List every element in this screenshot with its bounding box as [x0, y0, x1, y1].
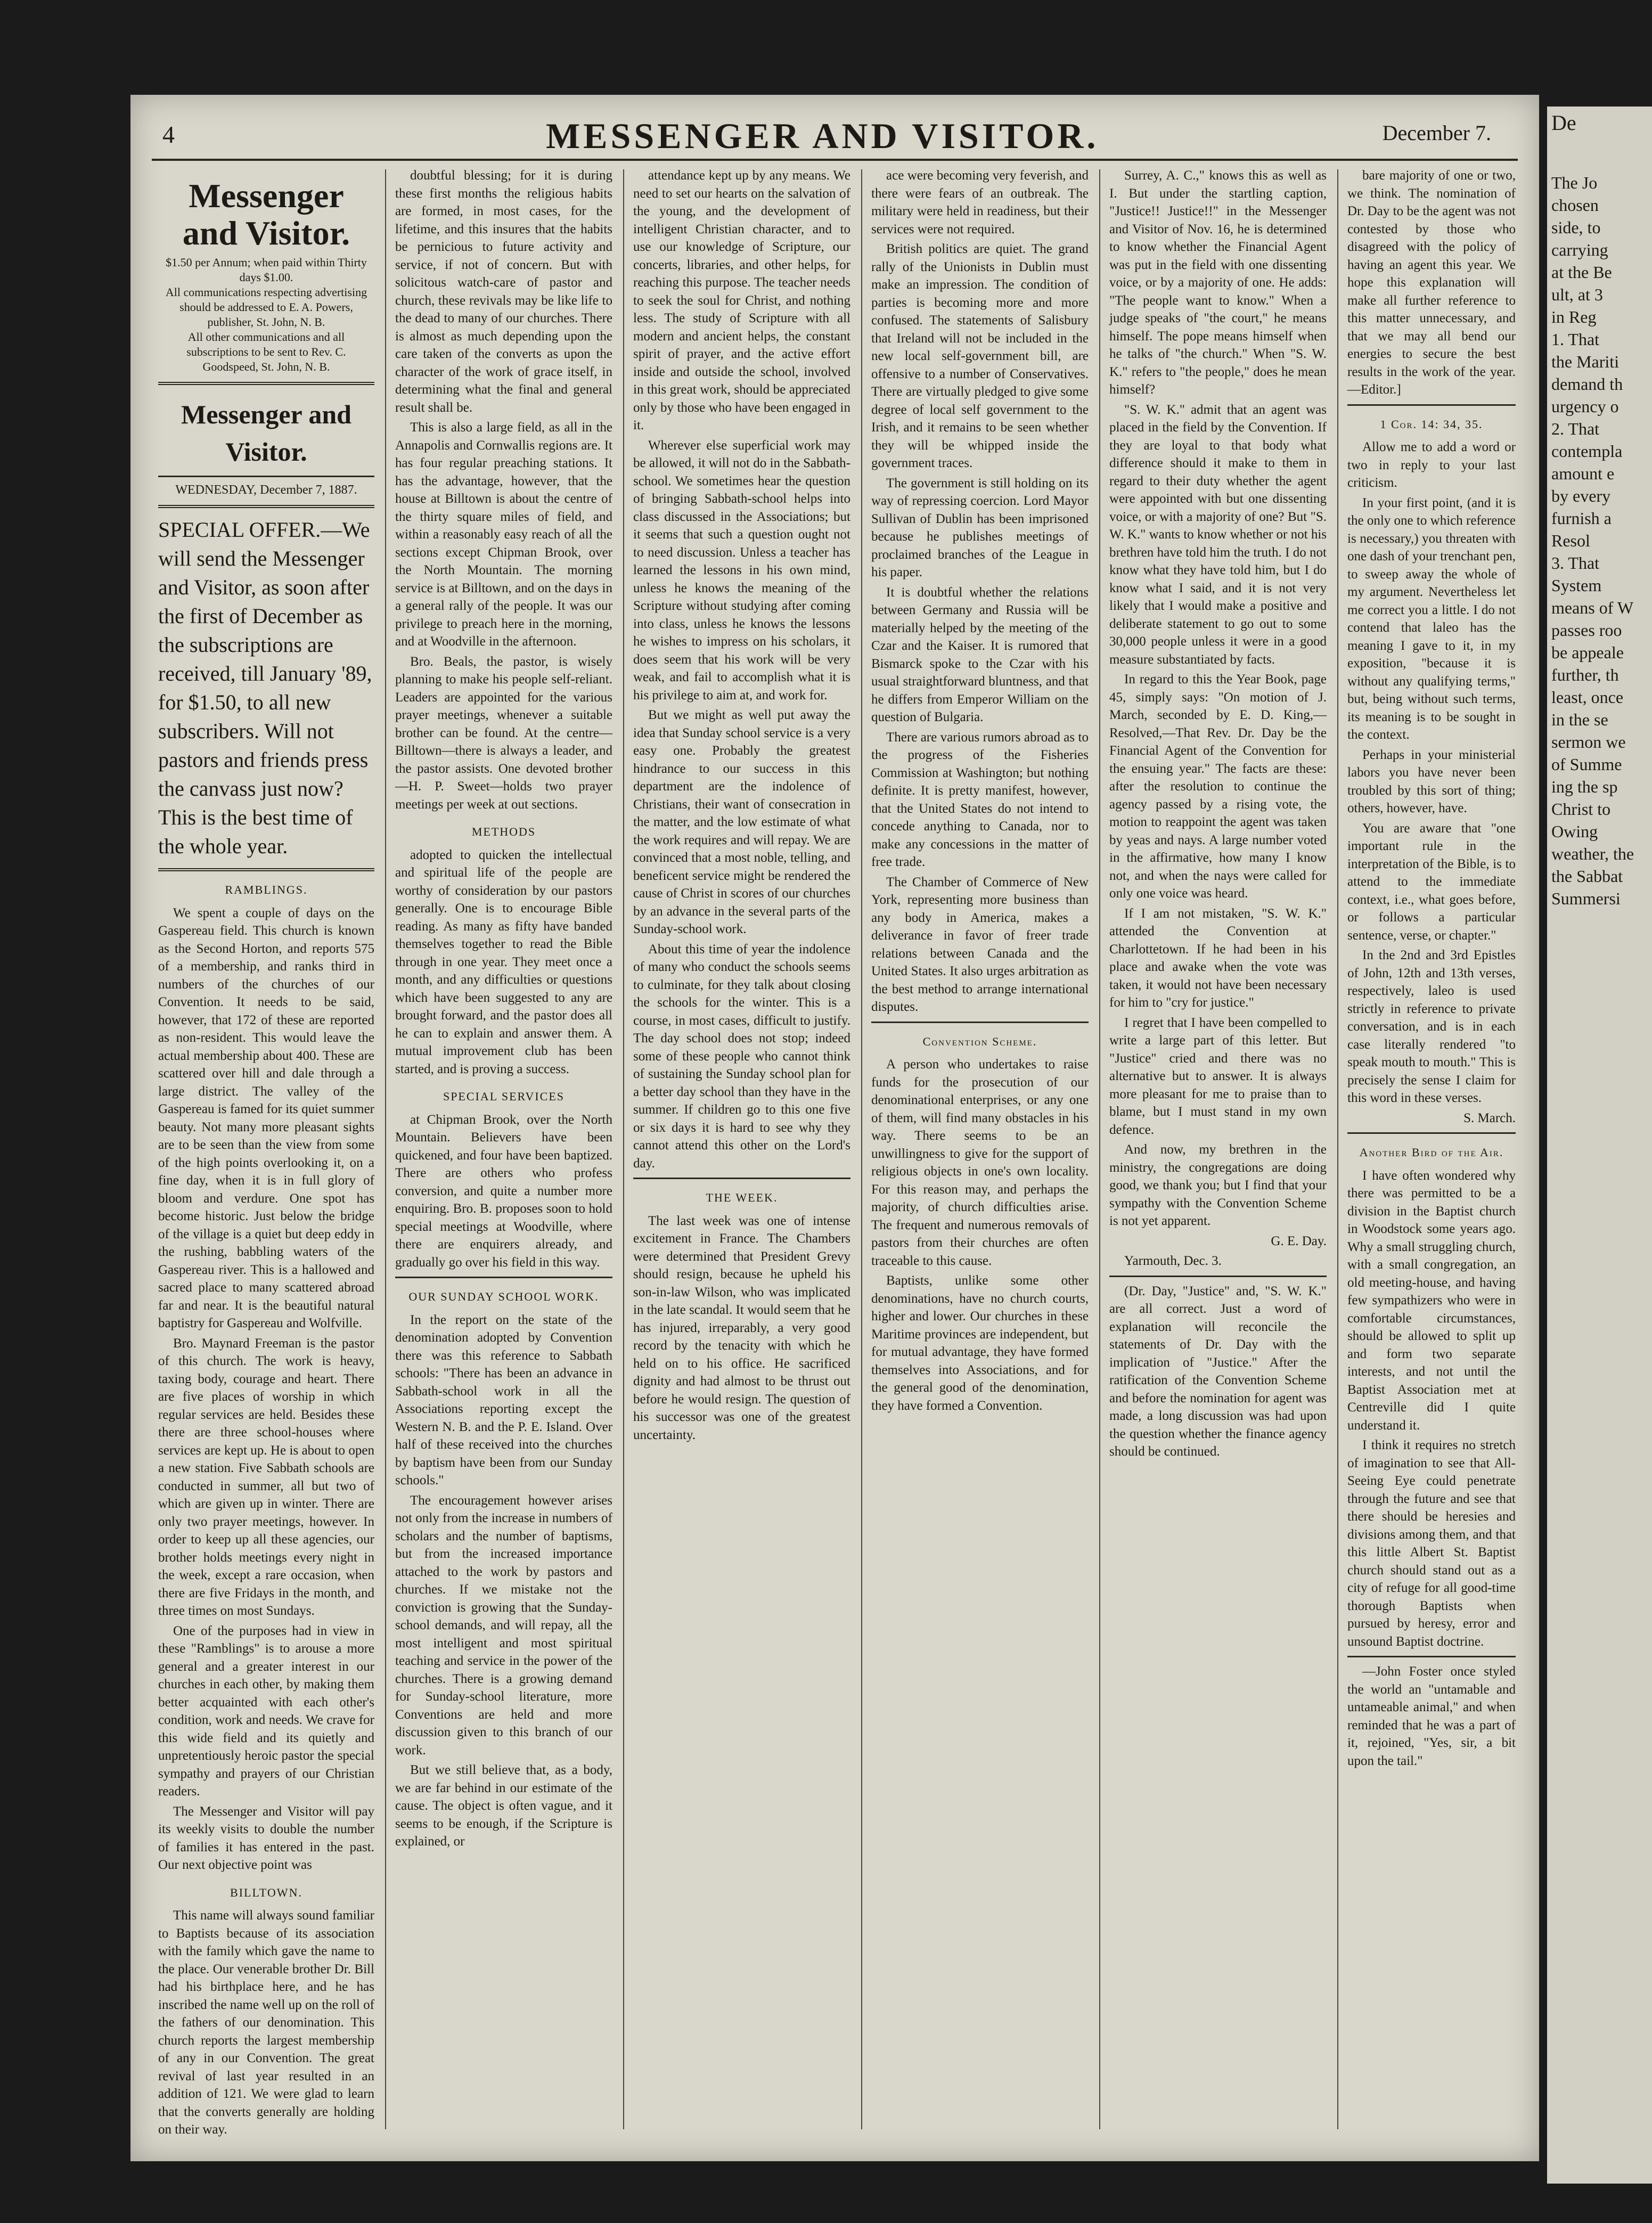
- article-paragraph: In the 2nd and 3rd Epistles of John, 12th and 13th verses, respectively, laleo is used strictly in reference to private conversation, and is in each case literally rendered "to speak mouth to mouth." This is precisely the sense I claim for this word in these verses.: [1347, 948, 1516, 1105]
- divider: [158, 505, 374, 508]
- article-paragraph: Bro. Maynard Freeman is the pastor of this church. The work is heavy, taxing body, courage and heart. There are five places of worship in which regular services are held. Besides these there are three school-houses where services are kept up. He is about to open a new station. Five Sabbath schools are conducted in summer, all but two of which are given up in winter. There are only two prayer meetings, however. In order to keep up all these agencies, our brother holds meetings every night in the week, except a rare occasion, when there are five Fridays in the month, and three times on most Sundays.: [158, 1336, 374, 1618]
- column-rule: [1099, 169, 1100, 2129]
- adjacent-page-line: in Reg: [1551, 307, 1597, 326]
- article-paragraph: We spent a couple of days on the Gaspereau field. This church is known as the Second Horton, and reports 575 of a membership, and ranks third in numbers of the churches of our Convention. It needs to be said, however, that 172 of these are reported as non-resident. This would leave the actual membership about 400. These are scattered over hill and dale through a large district. The valley of the Gaspereau is famed for its quiet summer beauty. Not many more pleasant sights are to be seen than the view from some of the high points overlooking it, on a fine day, when it is in full glory of bloom and verdure. One spot has become historic. Just below the bridge of the village is a quiet but deep eddy in the rushing, babbling waters of the Gaspereau river. This is a hallowed and sacred place to many scattered abroad far and near. It is the beautiful natural baptistry for Gaspereau and Wolfville.: [158, 905, 374, 1330]
- article-paragraph: The last week was one of intense excitement in France. The Chambers were determined that President Grevy should resign, because he upheld his son-in-law Wilson, who was implicated in the late scandal. It would seem that he has injured, irreparably, a very good record by the tenacity with which he held on to his office. He sacrificed dignity and had almost to be thrust out before he would resign. The question of his successor was one of the greatest uncertainty.: [633, 1213, 850, 1442]
- article-paragraph: Perhaps in your ministerial labors you have never been troubled by this sort of thing; others, however, have.: [1347, 747, 1516, 815]
- article-paragraph: This is also a large field, as all in the Annapolis and Cornwallis regions are. It has four regular preaching stations. It has the advantage, however, that the house at Billtown is about the centre of the thirty square miles of field, and within a reasonably easy reach of all the sections except Chipman Brook, over the North Mountain. The morning service is at Billtown, and on the days in a general rally of the people. It was our privilege to preach here in the morning, and at Woodville in the afternoon.: [395, 420, 612, 649]
- article-paragraph: I have often wondered why there was permitted to be a division in the Baptist church in Woodstock some years ago. Why a small struggling church, with a small congregation, an old meeting-house, and having few sympathizers who were in comfortable circumstances, should be allowed to split up and form two separate interests, and not until the Baptist Association met at Centreville did I quite understand it.: [1347, 1168, 1516, 1433]
- section-heading-convention-scheme: Convention Scheme.: [922, 1034, 1037, 1048]
- newspaper-title: MESSENGER AND VISITOR.: [546, 116, 1099, 156]
- article-paragraph: I regret that I have been compelled to write a large part of this letter. But "Justice" cried and there was no alternative but to answer. It is always more pleasant for me to praise than to blame, but I must stand in my own defence.: [1109, 1015, 1327, 1137]
- adjacent-page-line: 1. That: [1551, 330, 1600, 349]
- article-paragraph: But we still believe that, as a body, we are far behind in our estimate of the cause. The object is often vague, and it seems to be enough, if the Scripture is explained, or: [395, 1763, 612, 1849]
- article-paragraph: In the report on the state of the denomination adopted by Convention there was this reference to Sabbath schools: "There has been an advance in Sabbath-school work in all the Associations reporting except the Western N. B. and the P. E. Island. Over half of these received into the churches by baptism have been from our Sunday schools.": [395, 1312, 612, 1488]
- divider: [1347, 1656, 1516, 1657]
- article-paragraph: A person who undertakes to raise funds for the prosecution of our denominational enterprises, or any one of them, will find many obstacles in his way. There seems to be an unwillingness to give for the support of religious objects in one's own locality. For this reason may, and perhaps the majority, of church difficulties arise. The frequent and numerous removals of pastors from their churches are often traceable to this cause.: [871, 1057, 1089, 1268]
- adjacent-page-line: The Jo: [1551, 173, 1598, 192]
- letter-place-date: Yarmouth, Dec. 3.: [1124, 1254, 1222, 1268]
- article-paragraph: You are aware that "one important rule in the interpretation of the Bible, is to attend to the immediate context, i.e., what goes before, or follows a particular sentence, verse, or chapter.": [1347, 821, 1516, 943]
- adjacent-page-line: the Sabbat: [1551, 867, 1623, 886]
- adjacent-page-line: demand th: [1551, 374, 1623, 394]
- section-heading-corinthians: 1 Cor. 14: 34, 35.: [1380, 417, 1483, 431]
- column-rule: [1337, 169, 1338, 2129]
- article-paragraph: Bro. Beals, the pastor, is wisely planning to make his people self-reliant. Leaders are appointed for the various prayer meetings, whenever a suitable brother can be found. At the centre—Billtown—there is always a leader, and the pastor assists. One devoted brother—H. P. Sweet—holds two prayer meetings per week at out sections.: [395, 654, 612, 812]
- communications-notice: All other communications and all subscriptions to be sent to Rev. C. Goodspeed, St. John, N. B.: [186, 330, 346, 373]
- article-paragraph: One of the purposes had in view in these "Ramblings" is to arouse a more general and a greater interest in our churches in each other, by making them better acquainted with each other's condition, work and needs. We crave for this wide field and its quietly and unpretentiously heroic pastor the special sympathy and prayers of our Christian readers.: [158, 1623, 374, 1799]
- article-paragraph: If I am not mistaken, "S. W. K." attended the Convention at Charlottetown. If he had been in his place and awake when the vote was taken, it would not have been necessary for him to "cry for justice.": [1109, 906, 1327, 1010]
- adjacent-page-line: least, once: [1551, 688, 1624, 707]
- adjacent-page-line: furnish a: [1551, 509, 1612, 528]
- adjacent-page-line: Summersi: [1551, 889, 1621, 908]
- article-paragraph: at Chipman Brook, over the North Mountain. Believers have been quickened, and four have been baptized. There are others who profess conversion, and quite a number more enquiring. Bro. B. proposes soon to hold special meetings at Woodville, where there are enquirers already, and gradually go over his field in this way.: [395, 1112, 612, 1270]
- adjacent-page-line: contempla: [1551, 442, 1623, 461]
- article-paragraph: This name will always sound familiar to Baptists because of its association with the family which gave the name to the place. Our venerable brother Dr. Bill had his birthplace here, and he has inscribed the name well up on the roll of the fathers of our denomination. This church reports the largest membership of any in our Convention. The great revival of last year resulted in an addition of 121. We were glad to learn that the converts generally are holding on their way.: [158, 1908, 374, 2137]
- divider: [1347, 1132, 1516, 1134]
- adjacent-page-line: Resol: [1551, 531, 1590, 550]
- adjacent-page-line: ing the sp: [1551, 777, 1618, 796]
- masthead: Messenger and Visitor.: [182, 177, 350, 252]
- section-heading-special-services: SPECIAL SERVICES: [443, 1090, 565, 1103]
- article-paragraph: Wherever else superficial work may be allowed, it will not do in the Sabbath-school. We sometimes hear the question of bringing Sabbath-school helps into class discussed in the Associations; but it seems that such a question ought not to need discussion. Unless a teacher has learned the lessons in his own mind, unless he knows the meaning of the Scripture without studying after coming into class, unless he knows the lessons he wishes to impress on his scholars, it does seem that his work will be very weak, and fail to accomplish what it is his privilege to aim at, and work for.: [633, 438, 850, 702]
- article-paragraph: The Chamber of Commerce of New York, representing more business than any body in America, makes a deliverance in favor of freer trade relations between Canada and the United States. It also urges arbitration as the best method to arrange international disputes.: [871, 875, 1089, 1014]
- article-paragraph: About this time of year the indolence of many who conduct the schools seems to culminate, for they talk about closing the schools for the winter. This is a course, in most cases, difficult to justify. The day school does not stop; indeed some of these people who cannot think of sustaining the Sunday school plan for a better day school than they have in the summer. If children go to this one five or six days it is hard to see why they cannot attend this other on the Lord's day.: [633, 942, 850, 1171]
- article-paragraph: "S. W. K." admit that an agent was placed in the field by the Convention. If they are loyal to that body what difference should it make to them in regard to their duty whether the agent were appointed with but one dissenting voice, or with a majority of one? But "S. W. K." wants to know whether or not his brethren have told him the truth. I do not know what they have told him, but I do know what I said, and it is not very likely that I would make a positive and deliberate statement to go out to some 30,000 people unless it were in a good measure substantiated by facts.: [1109, 402, 1327, 667]
- article-paragraph: adopted to quicken the intellectual and spiritual life of the people are worthy of consideration by our pastors generally. One is to encourage Bible reading. As many as fifty have banded themselves together to read the Bible through in one year. They meet once a month, and any difficulties or questions which have been suggested to any are brought forward, and the pastor does all he can to explain and answer them. A mutual improvement club has been started, and is proving a success.: [395, 847, 612, 1076]
- adjacent-page-line: urgency o: [1551, 397, 1619, 416]
- divider: [871, 1021, 1089, 1023]
- page-number: 4: [162, 121, 175, 148]
- divider: [1347, 404, 1516, 406]
- adjacent-page-line: of Summe: [1551, 755, 1622, 774]
- article-paragraph: doubtful blessing; for it is during these first months the religious habits are formed, in most cases, for the lifetime, and this insures that the habits be pernicious to future activity and service, if not of concern. But with solicitous watch-care of pastor and church, these revivals may be like life to the dead to many of our churches. There is almost as much depending upon the care taken of the converts as upon the character of the work of grace itself, in determining what the final and general result shall be.: [395, 168, 612, 415]
- article-paragraph: In regard to this the Year Book, page 45, simply says: "On motion of J. March, seconded by E. D. King,—Resolved,—That Rev. Dr. Day be the Financial Agent of the Convention for the ensuing year." The facts are these: after the resolution to continue the agency passed by a rising vote, the motion to reappoint the agent was taken by yeas and nays. A large number voted in the affirmative, how many I know not, and when the nays were called for only one voice was heard.: [1109, 672, 1327, 901]
- adjacent-page-line: Owing: [1551, 822, 1598, 841]
- editor-note: (Dr. Day, "Justice" and, "S. W. K." are all correct. Just a word of explanation will reconcile the statements of Dr. Day with the implication of "Justice." After the ratification of the Convention Scheme and before the nomination for agent was made, a long discussion was had upon the question whether the finance agency should be continued.: [1109, 1284, 1327, 1459]
- adjacent-page-line: 2. That: [1551, 419, 1600, 438]
- article-paragraph: attendance kept up by any means. We need to set our hearts on the salvation of the young, and the development of intelligent Christian character, and to use our knowledge of Scripture, our concerts, libraries, and other helps, for reaching this purpose. The teacher needs to seek the soul for Christ, and nothing less. The study of Scripture with all modern and ancient helps, the constant spirit of prayer, and the active effort inside and outside the school, involved in this great work, should be appreciated only by those who have been engaged in it.: [633, 168, 850, 432]
- adjacent-page-line: be appeale: [1551, 643, 1624, 662]
- section-heading-sunday-school: OUR SUNDAY SCHOOL WORK.: [408, 1290, 599, 1303]
- article-paragraph: British politics are quiet. The grand rally of the Unionists in Dublin must make an impression. The condition of parties is becoming more and more confused. The statements of Salisbury that Ireland will not be included in the new local self-government bill, are offensive to a number of Conservatives. There are virtually pledged to give some degree of local self government to the Irish, and it remains to be seen whether they will be whipped inside the government traces.: [871, 242, 1089, 470]
- adjacent-page-line: carrying: [1551, 240, 1608, 259]
- adjacent-page-line: Christ to: [1551, 799, 1611, 819]
- divider: [158, 382, 374, 385]
- column-4: [865, 167, 1095, 2137]
- divider: [158, 476, 374, 477]
- dateline: WEDNESDAY, December 7, 1887.: [175, 483, 357, 497]
- column-6: [1341, 167, 1522, 2137]
- divider: [395, 1277, 612, 1278]
- subscription-terms: $1.50 per Annum; when paid within Thirty days $1.00.: [166, 256, 367, 284]
- letter-signature: G. E. Day.: [1271, 1233, 1327, 1248]
- article-paragraph: The encouragement however arises not only from the increase in numbers of scholars and the number of baptisms, but from the increased importance attached to the work by pastors and churches. If we mistake not the conviction is growing that the Sunday-school demands, and will repay, all the most intelligent and most spiritual teaching and service in the power of the churches. There is a growing demand for Sunday-school literature, more Conventions are held and more discussion given to this branch of our work.: [395, 1493, 612, 1758]
- column-5: [1103, 167, 1333, 2137]
- article-paragraph: In your first point, (and it is the only one to which reference is necessary,) you threaten with one dash of your trenchant pen, to sweep away the whole of my argument. Nevertheless let me correct you a little. I do not contend that laleo has the meaning I gave to it, in my exposition, "because it is without any qualifying terms," but, being without such terms, its meaning is to be sought in the context.: [1347, 495, 1516, 742]
- header-rule: [152, 159, 1518, 161]
- editor-note: bare majority of one or two, we think. The nomination of Dr. Day to be the agent was not contested by those who disagreed with the policy of having an agent this year. We hope this explanation will make all further reference to this matter unnecessary, and that we may all bend our energies to secure the best results in the work of the year.—Editor.]: [1347, 168, 1516, 397]
- article-paragraph: The Messenger and Visitor will pay its weekly visits to double the number of families it has entered in the past. Our next objective point was: [158, 1804, 374, 1872]
- adjacent-page-line: weather, the: [1551, 844, 1634, 863]
- column-rule: [861, 169, 862, 2129]
- adjacent-page-line: means of W: [1551, 598, 1634, 617]
- divider: [158, 868, 374, 871]
- adjacent-page-line: ult, at 3: [1551, 285, 1603, 304]
- adjacent-page-line: further, th: [1551, 665, 1619, 684]
- adjacent-page-line: at the Be: [1551, 263, 1612, 282]
- article-paragraph: I think it requires no stretch of imagination to see that All-Seeing Eye could penetrate through the future and see that there should be heresies and divisions among them, and that this little Albert St. Baptist church should stand out as a city of refuge for all good-time thorough Baptists when pursued by heresy, error and unsound Baptist doctrine.: [1347, 1438, 1516, 1649]
- adjacent-page-text: [1547, 112, 1652, 910]
- section-heading-the-week: THE WEEK.: [706, 1191, 778, 1204]
- adjacent-page-line: amount e: [1551, 464, 1615, 483]
- issue-date: December 7.: [1382, 121, 1491, 145]
- adjacent-page-line: the Mariti: [1551, 352, 1620, 371]
- adjacent-page-line: De: [1551, 111, 1576, 135]
- letter-signature: S. March.: [1463, 1110, 1516, 1125]
- article-paragraph: The government is still holding on its way of repressing coercion. Lord Mayor Sullivan of Dublin has been imprisoned because he publishes meetings of proclaimed branches of the League in his paper.: [871, 476, 1089, 579]
- article-paragraph: But we might as well put away the idea that Sunday school service is a very easy one. Probably the greatest hindrance to our success in this department are the indolence of Christians, their want of consecration in the matter, and the low estimate of what the work requires and will repay. We are convinced that a most noble, telling, and beneficent service might be rendered the cause of Christ in scores of our churches by an advance in the several parts of the Sunday-school work.: [633, 708, 850, 936]
- article-paragraph: There are various rumors abroad as to the progress of the Fisheries Commission at Washington; but nothing definite. It is pretty manifest, however, that the United States do not intend to concede anything to Canada, nor to make any concessions in the matter of free trade.: [871, 730, 1089, 869]
- newspaper-page: [130, 95, 1539, 2161]
- masthead-secondary: Messenger and Visitor.: [181, 399, 351, 467]
- adjacent-page-fragment: [1547, 107, 1652, 2184]
- adjacent-page-line: sermon we: [1551, 732, 1626, 751]
- special-offer: SPECIAL OFFER.—We will send the Messenger and Visitor, as soon after the first of December as the subscriptions are received, till January '89, for $1.50, to all new subscribers. Will not pastors and friends press the canvass just now? This is the best time of the whole year.: [158, 518, 372, 858]
- adjacent-page-line: chosen: [1551, 195, 1599, 215]
- advertising-notice: All communications respecting advertising should be addressed to E. A. Powers, publisher, St. John, N. B.: [165, 285, 367, 329]
- divider: [1109, 1276, 1327, 1277]
- column-1: [152, 167, 381, 2137]
- column-rule: [623, 169, 624, 2129]
- article-paragraph: And now, my brethren in the ministry, the congregations are doing good, we thank you; but I find that your sympathy with the Convention Scheme is not yet apparent.: [1109, 1142, 1327, 1228]
- quote-paragraph: —John Foster once styled the world an "untamable and untameable animal," and when reminded that he was a part of it, rejoined, "Yes, sir, a bit upon the tail.": [1347, 1664, 1516, 1768]
- article-paragraph: Baptists, unlike some other denominations, have no church courts, higher and lower. Our churches in these Maritime provinces are independent, but for mutual advantage, they have formed themselves into Associations, and for the general good of the denomination, they have formed a Convention.: [871, 1273, 1089, 1413]
- adjacent-page-line: by every: [1551, 486, 1611, 505]
- article-paragraph: ace were becoming very feverish, and there were fears of an outbreak. The military were held in readiness, but their services were not required.: [871, 168, 1089, 236]
- section-heading-another-bird: Another Bird of the Air.: [1359, 1146, 1504, 1159]
- section-heading-methods: METHODS: [471, 825, 536, 838]
- column-2: [389, 167, 619, 2137]
- section-heading-billtown: BILLTOWN.: [230, 1885, 302, 1899]
- adjacent-page-line: System: [1551, 576, 1602, 595]
- article-paragraph: It is doubtful whether the relations between Germany and Russia will be materially helped by the meeting of the Czar and the Kaiser. It is rumored that Bismarck spoke to the Czar with his usual straightforward bluntness, and that he differs from Emperor William on the question of Bulgaria.: [871, 585, 1089, 724]
- adjacent-page-line: in the se: [1551, 710, 1608, 729]
- column-rule: [385, 169, 386, 2129]
- article-paragraph: Surrey, A. C.," knows this as well as I. But under the startling caption, "Justice!! Justice!!" in the Messenger and Visitor of Nov. 16, he is determined to know whether the Financial Agent was put in the field with one dissenting voice, or by a majority of one. He adds: "The people want to know." When a judge speaks of "the court," he means himself. The pope means himself when he talks of "the church." When "S. W. K." refers to "the people," does he mean himself?: [1109, 168, 1327, 397]
- adjacent-page-line: 3. That: [1551, 553, 1600, 573]
- section-heading-ramblings: RAMBLINGS.: [225, 883, 308, 896]
- page-header: [130, 111, 1539, 159]
- column-3: [627, 167, 857, 2137]
- adjacent-page-line: passes roo: [1551, 620, 1622, 640]
- divider: [633, 1178, 850, 1179]
- article-paragraph: Allow me to add a word or two in reply to your last criticism.: [1347, 440, 1516, 490]
- adjacent-page-line: side, to: [1551, 218, 1601, 237]
